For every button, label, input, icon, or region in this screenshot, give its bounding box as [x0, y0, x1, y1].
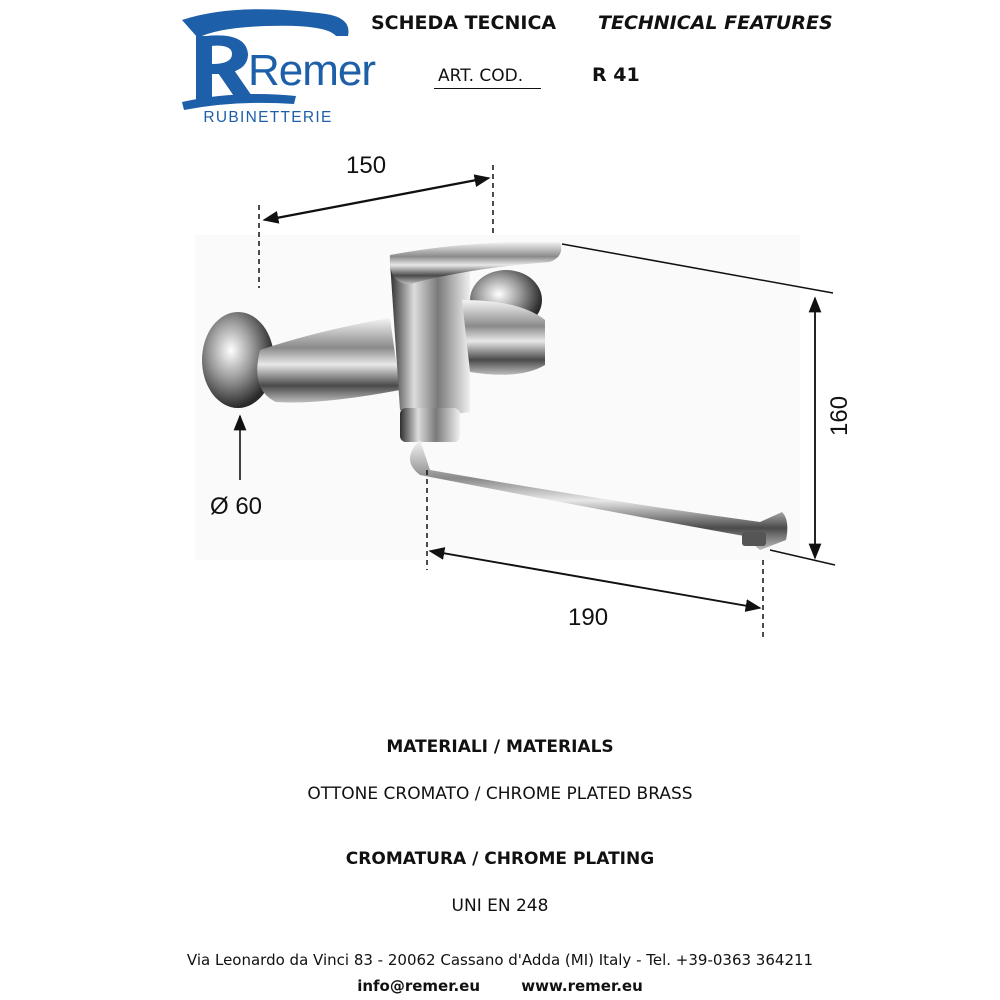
dim-label-160: 160	[826, 395, 853, 436]
footer-website[interactable]: www.remer.eu	[521, 977, 643, 995]
logo-subtitle: RUBINETTERIE	[203, 109, 333, 126]
spout-swivel	[400, 408, 460, 442]
plating-title: CROMATURA / CHROME PLATING	[345, 849, 655, 869]
art-code-value: R 41	[592, 64, 640, 86]
title-italian: SCHEDA TECNICA	[371, 12, 557, 34]
logo-word: Remer	[248, 46, 376, 95]
art-code-label: ART. COD.	[434, 66, 541, 89]
footer-contacts	[0, 977, 1000, 995]
plating-value: UNI EN 248	[451, 896, 549, 916]
dim-label-diameter: Ø 60	[210, 493, 263, 520]
footer-email[interactable]: info@remer.eu	[357, 977, 481, 995]
aerator	[742, 532, 766, 546]
materials-title: MATERIALI / MATERIALS	[386, 737, 614, 757]
dim-label-190: 190	[568, 604, 609, 631]
title-english: TECHNICAL FEATURES	[598, 12, 833, 34]
materials-value: OTTONE CROMATO / CHROME PLATED BRASS	[307, 784, 693, 804]
footer-address: Via Leonardo da Vinci 83 - 20062 Cassano d'Adda (MI) Italy - Tel. +39-0363 364211	[186, 951, 814, 969]
dim-label-150: 150	[346, 152, 387, 179]
